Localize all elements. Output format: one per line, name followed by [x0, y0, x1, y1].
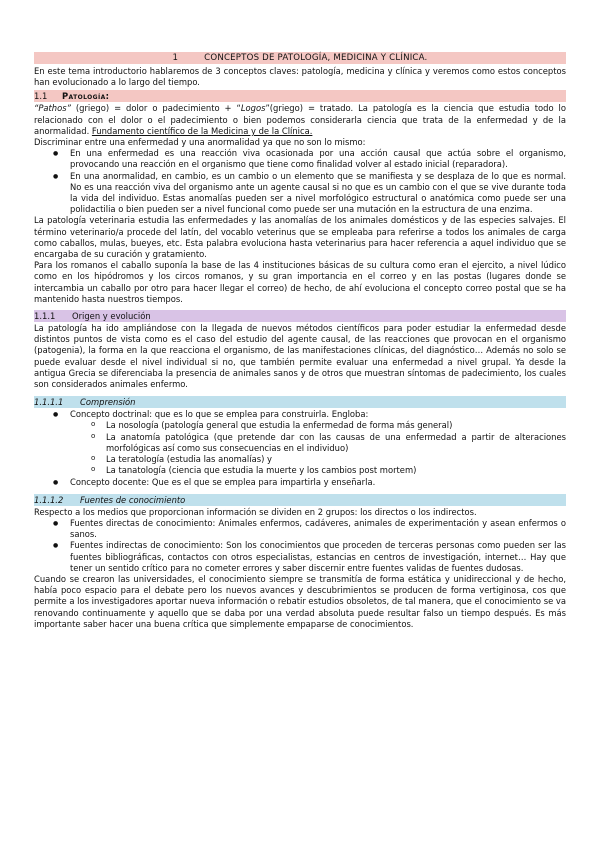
heading-1-title: CONCEPTOS DE PATOLOGÍA, MEDICINA Y CLÍNICA.: [204, 53, 428, 63]
heading-1-1-title: Patología:: [62, 91, 110, 102]
heading-1-1-1-2-title: Fuentes de conocimiento: [80, 494, 186, 505]
heading-1-1: [34, 90, 566, 102]
definition-part-1: (griego) = dolor o padecimiento + “: [70, 103, 241, 114]
definition-part-2: ”(griego) = tratado. La patología es la ciencia que estudia todo lo relacionado con el dolor o el padecimiento o bien podemos considerarla ciencia que trata de la enfermedad y de la anormalidad.: [34, 103, 566, 136]
sub-list-item: o La tanatología (ciencia que estudia la muerte y los cambios post mortem): [34, 465, 566, 476]
heading-1-1-1-number: 1.1.1: [34, 311, 56, 322]
list-item: ● Fuentes directas de conocimiento: Animales enfermos, cadáveres, animales de experimentación y asean enfermos o sanos.: [34, 518, 566, 540]
sub-list-item: o La nosología (patología general que estudia la enfermedad de forma más general): [34, 420, 566, 431]
heading-1-1-1: [34, 310, 566, 322]
discriminar-paragraph: Discriminar entre una enfermedad y una anormalidad ya que no son lo mismo:: [34, 137, 366, 148]
heading-1: [34, 52, 566, 64]
sub-list-item: o La teratología (estudia las anomalías) y: [34, 454, 566, 465]
intro-paragraph: En este tema introductorio hablaremos de 3 conceptos claves: patología, medicina y clínica y veremos como estos conceptos han evolucionado a lo largo del tiempo.: [34, 66, 566, 88]
list-item: ● Fuentes indirectas de conocimiento: Son los conocimientos que proceden de terceras personas como pueden ser las fuentes bibliográficas, contactos con otros especialistas, estancias en centros de investigación, internet… Hay que tener un sentido crítico para no cometer errores y saber discernir entre fuentes validas de fuentes dudosas.: [34, 540, 566, 574]
list-item: ● Concepto docente: Que es el que se emplea para impartirla y enseñarla.: [34, 477, 566, 488]
heading-1-1-1-title: Origen y evolución: [72, 311, 151, 322]
list-item: ● En una enfermedad es una reacción viva ocasionada por una acción causal que actúa sobre el organismo, provocando una reacción en el organismo que tiene como finalidad volver al estado inicial (reparadora).: [34, 148, 566, 170]
heading-1-1-1-1: [34, 396, 566, 408]
heading-1-1-1-1-title: Comprensión: [80, 397, 136, 408]
fuentes-list: [34, 518, 566, 574]
list-item: ● En una anormalidad, en cambio, es un cambio o un elemento que se manifiesta y se desplaza de lo que es normal. No es una reacción viva del organismo ante un agente causal si no que es un cambio con el que se vive durante toda la vida del individuo. Estas anomalías pueden ser a nivel morfológico estructural o anatómica como puede ser una polidactilia o bien pueden ser a nivel funcional como puede ser una mutación en la estructura de una enzima.: [34, 171, 566, 216]
enfermedad-anormalidad-list: [34, 148, 566, 215]
fuentes-intro: Respecto a los medios que proporcionan información se dividen en 2 grupos: los directos o los indirectos.: [34, 506, 477, 517]
heading-1-1-1-2: [34, 494, 566, 506]
heading-1-1-number: 1.1: [34, 91, 48, 102]
origen-paragraph: La patología ha ido ampliándose con la llegada de nuevos métodos científicos para poder estudiar la enfermedad desde distintos puntos de vista como es el caso del estudio del agente causal, de las reacciones que provocan en el organismo (patogenia), la forma en la que reacciona el organismo, de las manifestaciones clínicas, del diagnóstico… Además no solo se puede evaluar desde el nivel individual si no, que también permite evaluar una enfermedad a nivel grupal. Ya desde la antigua Grecia se diferenciaba la presencia de animales sanos y de otros que muestran síntomas de padecimiento, los cuales son considerados animales enfermo.: [34, 323, 566, 390]
pathos-term: “Pathos”: [34, 103, 71, 114]
universidades-paragraph: Cuando se crearon las universidades, el conocimiento siempre se transmitía de forma estática y unidireccional y de hecho, había poco espacio para el debate pero los nuevos avances y descubrimientos se producen de forma vertiginosa, cos que permite a los investigadores aportar nueva información o rebatir estudios obsoletos, de tal manera, que el conocimiento se va renovando continuamente y aquello que se daba por una verdad absoluta puede resultar falso un tiempo después. Es más importante saber hacer una buena crítica que simplemente empaparse de conocimientos.: [34, 573, 566, 629]
heading-1-number: 1: [172, 53, 179, 63]
sub-list-item: o La anatomía patológica (que pretende dar con las causas de una enfermedad a partir de alteraciones morfológicas así como sus consecuencias en el individuo): [34, 432, 566, 454]
definition-underlined: Fundamento científico de la Medicina y de la Clínica.: [91, 125, 313, 136]
heading-1-1-1-2-number: 1.1.1.2: [34, 494, 64, 505]
romanos-paragraph: Para los romanos el caballo suponía la base de las 4 instituciones básicas de su cultura como eran el ejercito, a nivel lúdico como en los hipódromos y los circos romanos, y su gran importancia en el correo y en las postas (lugares donde se intercambia un caballo por otro para hacer llegar el correo) de hecho, de ahí evoluciona el concepto correo postal que se ha mantenido hasta nuestros tiempos.: [34, 260, 566, 304]
document-page: [34, 52, 566, 630]
heading-1-1-1-1-number: 1.1.1.1: [34, 397, 64, 408]
comprension-list: [34, 409, 566, 487]
logos-term: Logos: [240, 103, 266, 114]
list-item: ● Concepto doctrinal: que es lo que se emplea para construirla. Engloba:: [34, 409, 566, 420]
veterinaria-paragraph: La patología veterinaria estudia las enfermedades y las anomalías de los animales domésticos y de las especies salvajes. El término veterinario/a procede del latín, del vocablo veterinus que se empleaba para referirse a todos los animales de carga como caballos, mulas, bueyes, etc. Esta palabra evoluciona hasta veterinarius para hacer referencia a aquel individuo que se encargaba de su curación y gratamiento.: [34, 215, 566, 260]
definition-paragraph: [34, 103, 566, 137]
